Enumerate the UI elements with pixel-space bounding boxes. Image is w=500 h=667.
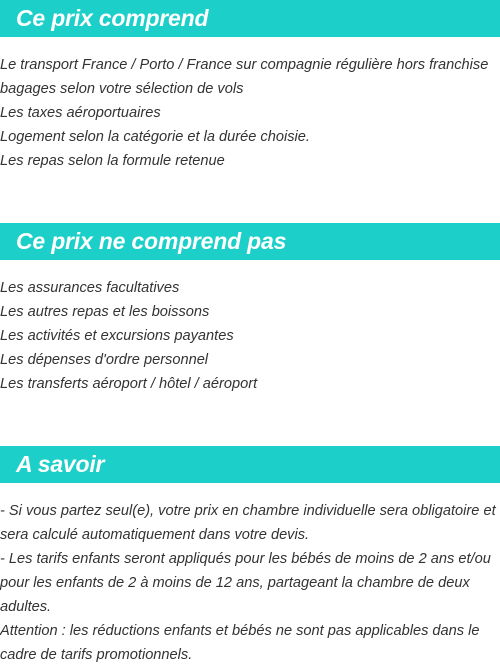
section-title-price-includes: Ce prix comprend	[0, 0, 500, 37]
list-item: Les activités et excursions payantes	[0, 328, 234, 344]
price-includes-list	[0, 53, 500, 173]
list-item: Les dépenses d'ordre personnel	[0, 352, 209, 368]
list-item: Les transferts aéroport / hôtel / aéroport	[0, 376, 258, 392]
list-item: Les autres repas et les boissons	[0, 304, 210, 320]
list-item: bagages selon votre sélection de vols	[0, 81, 244, 97]
section-title-price-excludes: Ce prix ne comprend pas	[0, 223, 500, 260]
good-to-know-text	[0, 499, 500, 667]
section-title-good-to-know: A savoir	[0, 446, 500, 483]
info-paragraph-child-rates: - Les tarifs enfants seront appliqués pour les bébés de moins de 2 ans et/ou pour les enfants de 2 à moins de 12 ans, partageant la chambre de deux adultes.	[0, 551, 491, 615]
section-good-to-know	[0, 446, 500, 667]
price-excludes-list	[0, 276, 500, 396]
info-paragraph-promo-warning: Attention : les réductions enfants et bébés ne sont pas applicables dans le cadre de tarifs promotionnels.	[0, 623, 480, 663]
list-item: Logement selon la catégorie et la durée choisie.	[0, 129, 310, 145]
list-item: Les taxes aéroportuaires	[0, 105, 161, 121]
section-price-includes	[0, 0, 500, 173]
list-item: Les assurances facultatives	[0, 280, 180, 296]
section-price-excludes	[0, 223, 500, 396]
info-paragraph-single-room: - Si vous partez seul(e), votre prix en chambre individuelle sera obligatoire et sera calculé automatiquement dans votre devis.	[0, 503, 496, 543]
list-item: Les repas selon la formule retenue	[0, 153, 225, 169]
list-item: Le transport France / Porto / France sur compagnie régulière hors franchise	[0, 57, 489, 73]
